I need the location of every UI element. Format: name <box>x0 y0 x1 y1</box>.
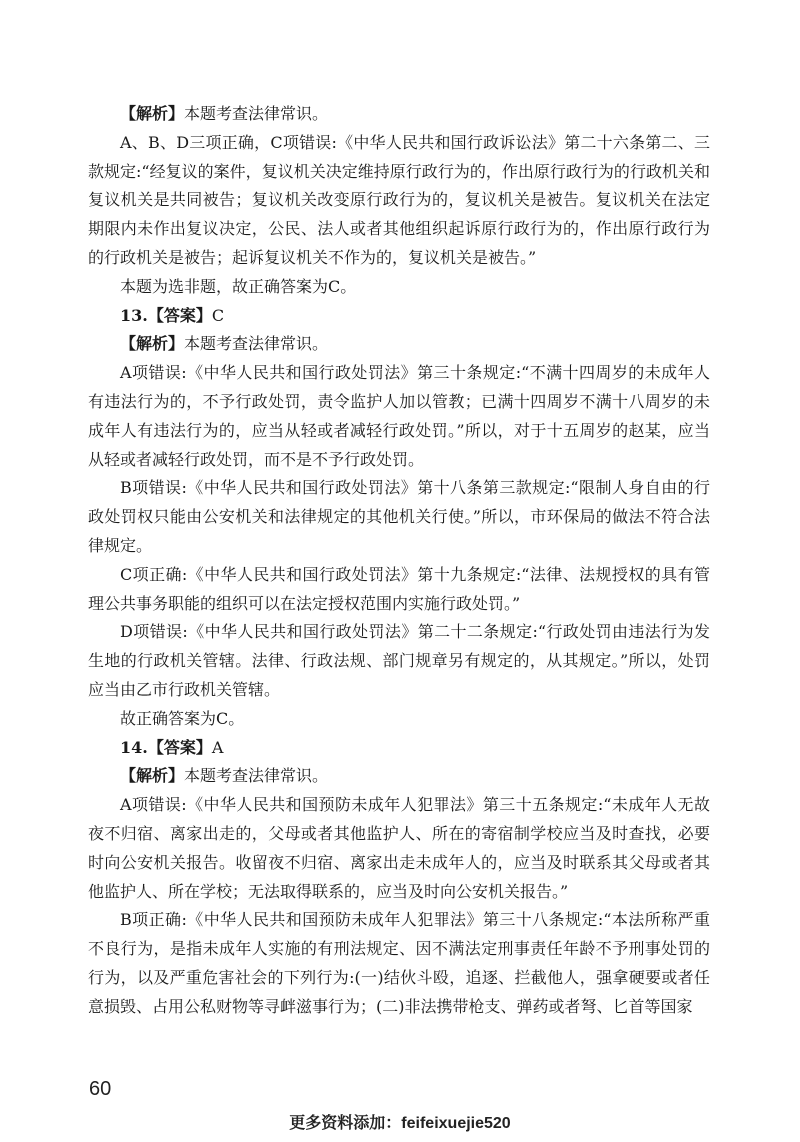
paragraph <box>88 100 710 129</box>
footer-note: 更多资料添加：feifeixuejie520 <box>289 1115 511 1132</box>
answer-value: A <box>211 737 224 757</box>
paragraph-text: C项正确:《中华人民共和国行政处罚法》第十九条规定:“法律、法规授权的具有管理公共事务职能的组织可以在法定授权范围内实施行政处罚。” <box>88 564 710 613</box>
paragraph <box>88 791 710 906</box>
paragraph-text: B项错误:《中华人民共和国行政处罚法》第十八条第三款规定:“限制人身自由的行政处罚权只能由公安机关和法律规定的其他机关行使。”所以，市环保局的做法不符合法律规定。 <box>88 478 710 555</box>
paragraph <box>88 906 710 1021</box>
paragraph-text: 故正确答案为C。 <box>120 708 245 728</box>
paragraph-text: D项错误:《中华人民共和国行政处罚法》第二十二条规定:“行政处罚由违法行为发生地的行政机关管辖。法律、行政法规、部门规章另有规定的，从其规定。”所以，处罚应当由乙市行政机关管辖。 <box>88 622 710 699</box>
paragraph-text: 本题为选非题，故正确答案为C。 <box>120 276 357 296</box>
paragraph-text: A项错误:《中华人民共和国预防未成年人犯罪法》第三十五条规定:“未成年人无故夜不归宿、离家出走的，父母或者其他监护人、所在的寄宿制学校应当及时查找，必要时向公安机关报告。收留夜不归宿、离家出走未成年人的，应当及时联系其父母或者其他监护人、所在学校；无法取得联系的，应当及时向公安机关报告。” <box>88 795 710 901</box>
paragraph-heading: 【解析】 <box>120 766 185 786</box>
paragraph-text: B项正确:《中华人民共和国预防未成年人犯罪法》第三十八条规定:“本法所称严重不良行为，是指未成年人实施的有刑法规定、因不满法定刑事责任年龄不予刑事处罚的行为，以及严重危害社会的下列行为:(一)结伙斗殴，追逐、拦截他人，强拿硬要或者任意损毁、占用公私财物等寻衅滋事行为；(二)非法携带枪支、弹药或者弩、匕首等国家 <box>88 910 710 1016</box>
answer-line <box>88 734 710 763</box>
paragraph-heading: 【解析】 <box>120 334 185 354</box>
paragraph <box>88 618 710 704</box>
paragraph <box>88 474 710 560</box>
answer-line <box>88 302 710 331</box>
paragraph <box>88 359 710 474</box>
paragraph-text: 本题考查法律常识。 <box>184 766 329 786</box>
answer-value: C <box>211 305 225 325</box>
paragraph-text: 本题考查法律常识。 <box>184 334 329 354</box>
paragraph-text: 本题考查法律常识。 <box>184 104 329 123</box>
paragraph <box>88 273 710 302</box>
paragraph-text: A、B、D三项正确，C项错误:《中华人民共和国行政诉讼法》第二十六条第二、三款规定:“经复议的案件，复议机关决定维持原行政行为的，作出原行政行为的行政机关和复议机关是共同被告；复议机关改变原行政行为的，复议机关是被告。复议机关在法定期限内未作出复议决定，公民、法人或者其他组织起诉原行政行为的，作出原行政行为的行政机关是被告；起诉复议机关不作为的，复议机关是被告。” <box>88 132 710 267</box>
paragraph-heading: 【解析】 <box>120 104 185 123</box>
paragraph <box>88 330 710 359</box>
paragraph <box>88 561 710 619</box>
page-number: 60 <box>89 1078 112 1100</box>
answer-heading: 14.【答案】 <box>120 737 212 757</box>
paragraph <box>88 705 710 734</box>
paragraph <box>88 762 710 791</box>
page-body <box>88 100 710 1022</box>
paragraph <box>88 129 710 273</box>
paragraph-text: A项错误:《中华人民共和国行政处罚法》第三十条规定:“不满十四周岁的未成年人有违法行为的，不予行政处罚，责令监护人加以管教；已满十四周岁不满十八周岁的未成年人有违法行为的，应当从轻或者减轻行政处罚。”所以，对于十五周岁的赵某，应当从轻或者减轻行政处罚，而不是不予行政处罚。 <box>88 363 710 469</box>
answer-heading: 13.【答案】 <box>120 305 212 325</box>
